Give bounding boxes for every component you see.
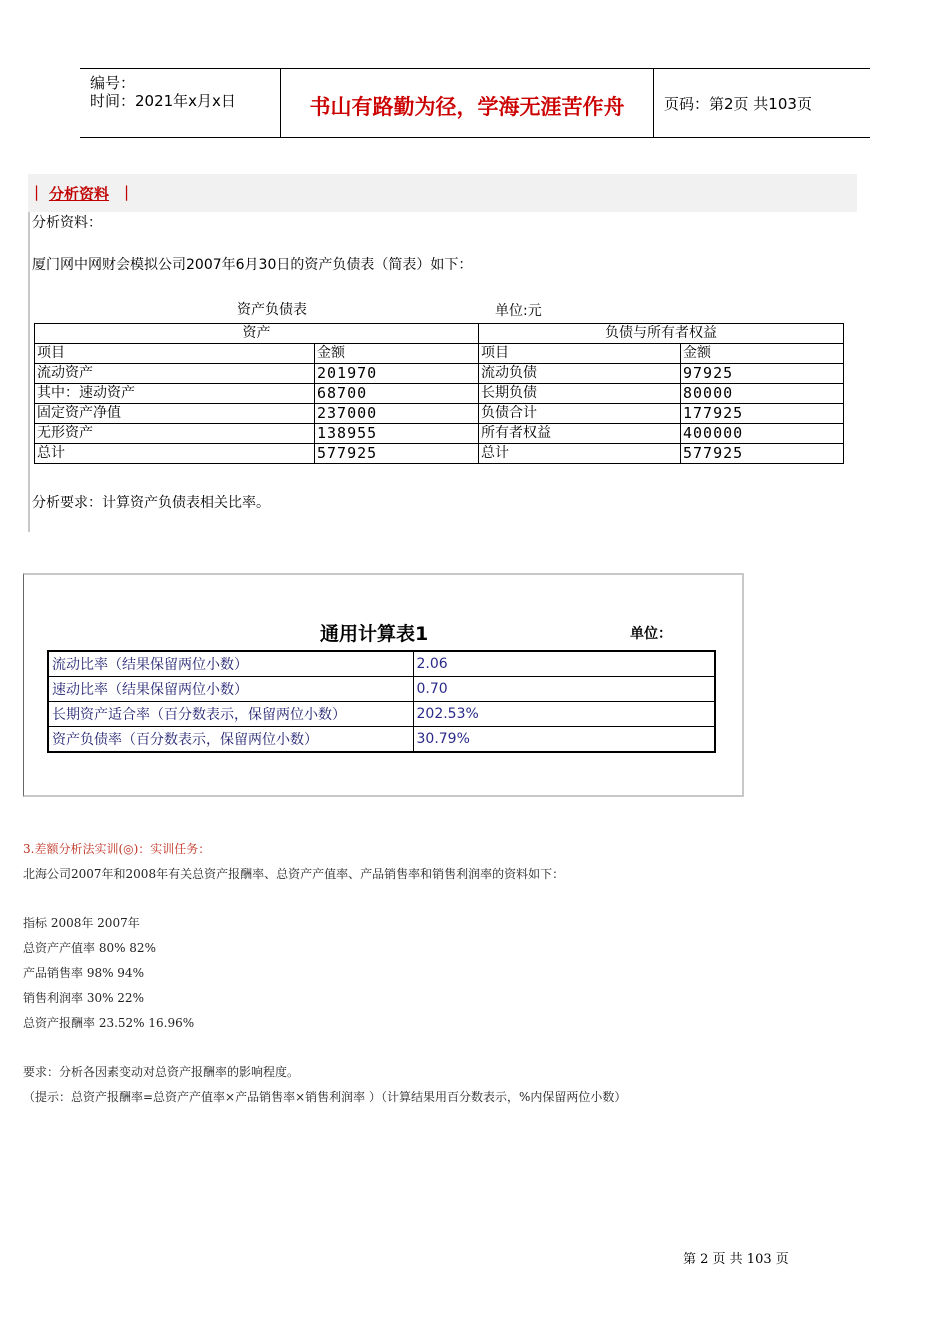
balance-sheet-table [34,323,844,464]
table-header-row [35,324,844,344]
liability-item: 负债合计 [479,404,681,424]
liability-amount: 80000 [681,384,844,404]
liability-amount: 97925 [681,364,844,384]
serial-label: 编号： [90,74,136,92]
balance-sheet-title: 资产负债表 [237,302,307,318]
tab-separator-left: | [34,183,40,201]
liability-amount: 177925 [681,404,844,424]
asset-amount: 577925 [315,444,479,464]
table-row [35,444,844,464]
section3-heading: 3.差额分析法实训(◎)：实训任务： [23,842,211,856]
ratio-label: 资产负债率（百分数表示，保留两位小数） [48,727,413,753]
ratio-label: 速动比率（结果保留两位小数） [48,677,413,702]
asset-amount: 68700 [315,384,479,404]
page-footer: 第 2 页 共 103 页 [683,1252,789,1267]
liability-amount: 400000 [681,424,844,444]
asset-amount: 201970 [315,364,479,384]
liability-item: 长期负债 [479,384,681,404]
section3-intro: 北海公司2007年和2008年有关总资产报酬率、总资产产值率、产品销售率和销售利润率的资料如下： [23,867,565,881]
table-row [48,651,715,677]
data-line: 销售利润率 30% 22% [23,991,144,1005]
section-tab-bar [28,174,857,212]
header-page-cell [654,69,870,137]
table-row [35,424,844,444]
data-line: 指标 2008年 2007年 [23,916,140,930]
motto: 书山有路勤为径，学海无涯苦作舟 [309,94,625,119]
assets-header: 资产 [35,324,479,344]
balance-sheet-unit: 单位:元 [495,303,542,319]
asset-item: 固定资产净值 [35,404,315,424]
asset-item: 流动资产 [35,364,315,384]
time-label: 时间：2021年x月x日 [90,92,236,110]
col-item: 项目 [35,344,315,364]
liability-item: 流动负债 [479,364,681,384]
ratio-value-field[interactable]: 2.06 [413,651,715,677]
col-amount: 金额 [315,344,479,364]
ratio-value-field[interactable]: 30.79% [413,727,715,753]
table-row [35,364,844,384]
asset-item: 总计 [35,444,315,464]
data-line: 产品销售率 98% 94% [23,966,144,980]
header-meta [80,69,281,137]
asset-item: 其中：速动资产 [35,384,315,404]
data-line: 总资产产值率 80% 82% [23,941,156,955]
table-row [35,384,844,404]
asset-amount: 138955 [315,424,479,444]
data-line: 总资产报酬率 23.52% 16.96% [23,1016,195,1030]
ratio-value-field[interactable]: 0.70 [413,677,715,702]
table-row [48,677,715,702]
intro-label: 分析资料： [32,215,102,231]
calc-table [47,650,716,753]
col-amount: 金额 [681,344,844,364]
page-info: 页码：第2页 共103页 [664,95,812,113]
page-header [80,68,870,138]
left-rule [28,212,30,532]
tab-separator-right: | [124,183,130,201]
ratio-value-field[interactable]: 202.53% [413,702,715,727]
liability-item: 总计 [479,444,681,464]
header-motto-cell [281,69,654,137]
ratio-label: 流动比率（结果保留两位小数） [48,651,413,677]
col-item: 项目 [479,344,681,364]
asset-amount: 237000 [315,404,479,424]
asset-item: 无形资产 [35,424,315,444]
analysis-data-link[interactable]: 分析资料 [49,185,110,203]
calc-table-unit: 单位： [630,626,672,642]
intro-description: 厦门网中网财会模拟公司2007年6月30日的资产负债表（简表）如下： [32,257,473,273]
calc-table-title: 通用计算表1 [320,623,429,645]
analysis-requirement: 分析要求：计算资产负债表相关比率。 [32,495,270,511]
liability-amount: 577925 [681,444,844,464]
table-row [48,702,715,727]
ratio-label: 长期资产适合率（百分数表示，保留两位小数） [48,702,413,727]
table-column-row [35,344,844,364]
liabilities-header: 负债与所有者权益 [479,324,844,344]
liability-item: 所有者权益 [479,424,681,444]
table-row [48,727,715,753]
section3-hint: （提示：总资产报酬率=总资产产值率×产品销售率×销售利润率 ）（计算结果用百分数表示，%内保留两位小数） [23,1090,627,1104]
section3-requirement: 要求：分析各因素变动对总资产报酬率的影响程度。 [23,1065,300,1079]
table-row [35,404,844,424]
